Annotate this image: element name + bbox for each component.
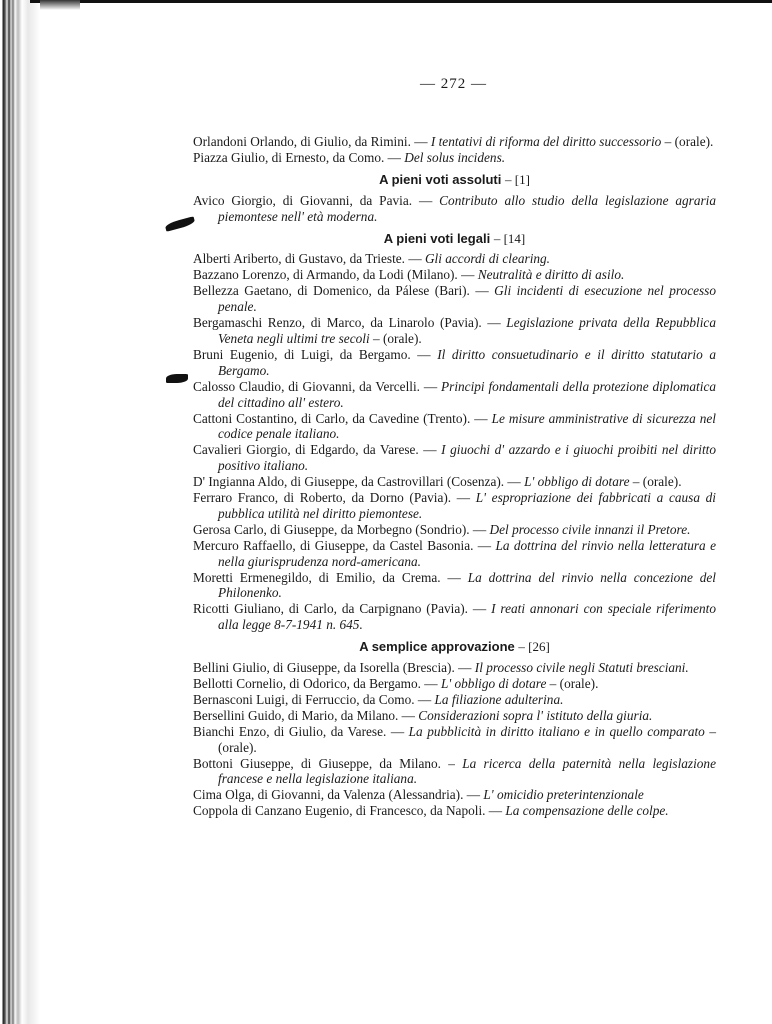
thesis-entry — [193, 676, 716, 692]
page-number: — 272 — — [420, 76, 487, 92]
scan-binding-edge — [0, 0, 40, 1024]
thesis-entry — [193, 150, 716, 166]
thesis-title: La ricerca della paternità nella legislazione francese e nella legislazione italiana. — [218, 755, 716, 787]
thesis-entry — [193, 251, 716, 267]
thesis-title: Le misure amministrative di sicurezza nel codice penale italiano. — [218, 410, 716, 442]
student-name: Moretti Ermenegildo, di Emilio, da Crema. — — [193, 569, 468, 585]
student-name: Calosso Claudio, di Giovanni, da Vercelli. — — [193, 378, 442, 394]
document-body — [193, 134, 716, 819]
section-header — [193, 172, 716, 188]
thesis-title: Considerazioni sopra l' istituto della giuria. — [418, 707, 653, 723]
thesis-entry — [193, 787, 716, 803]
thesis-entry — [193, 411, 716, 443]
student-name: Coppola di Canzano Eugenio, di Francesco, da Napoli. — — [193, 803, 506, 819]
thesis-title: La dottrina del rinvio nella letteratura e nella giurisprudenza nord-americana. — [218, 537, 716, 569]
thesis-title: La dottrina del rinvio nella concezione del Philonenko. — [218, 569, 716, 601]
thesis-title: L' obbligo di dotare — [440, 676, 547, 691]
thesis-title: Del processo civile innanzi il Pretore. — [489, 521, 691, 537]
student-name: Bellotti Cornelio, di Odorico, da Bergamo. — — [193, 676, 441, 691]
thesis-title: Gli incidenti di esecuzione nel processo penale. — [218, 283, 716, 315]
student-name: Bazzano Lorenzo, di Armando, da Lodi (Milano). — — [193, 267, 478, 283]
thesis-entry — [193, 347, 716, 379]
section-count: – [14] — [493, 230, 526, 246]
thesis-entry — [193, 756, 716, 788]
thesis-entry — [193, 474, 716, 490]
section-title: A semplice approvazione — [359, 639, 515, 655]
thesis-title: Il diritto consuetudinario e il diritto statutario a Bergamo. — [218, 346, 716, 378]
student-name: Bianchi Enzo, di Giulio, da Varese. — — [193, 723, 409, 739]
thesis-entry — [193, 442, 716, 474]
thesis-title: Legislazione privata della Repubblica Veneta negli ultimi tre secoli — [218, 315, 716, 346]
ink-arrow-mark-icon — [166, 374, 188, 383]
section-title: A pieni voti assoluti — [379, 171, 502, 187]
thesis-entry — [193, 708, 716, 724]
student-name: Cavalieri Giorgio, di Edgardo, da Varese. — — [193, 442, 442, 458]
thesis-title: Gli accordi di clearing. — [424, 251, 551, 267]
ink-arrow-mark-icon — [164, 216, 195, 231]
thesis-entry — [193, 283, 716, 315]
thesis-title: L' obbligo di dotare — [524, 474, 630, 490]
student-name: Alberti Ariberto, di Gustavo, da Trieste. — — [193, 251, 425, 267]
exam-note: – (orale). — [369, 330, 422, 346]
thesis-entry — [193, 522, 716, 538]
student-name: Bruni Eugenio, di Luigi, da Bergamo. — — [193, 346, 438, 362]
thesis-entry — [193, 315, 716, 347]
thesis-entry — [193, 692, 716, 708]
thesis-title: Il processo civile negli Statuti bresciani. — [474, 660, 689, 676]
thesis-title: Del solus incidens. — [404, 149, 506, 165]
thesis-title: La compensazione delle colpe. — [505, 803, 669, 819]
thesis-entry — [193, 570, 716, 602]
thesis-entry — [193, 724, 716, 756]
exam-note: – (orale). — [546, 676, 599, 691]
thesis-title: La pubblicità in diritto italiano e in quello comparato — [408, 723, 705, 739]
thesis-entry — [193, 379, 716, 411]
student-name: Bersellini Guido, di Mario, da Milano. — — [193, 707, 419, 723]
thesis-title: Neutralità e diritto di asilo. — [477, 267, 625, 283]
section-header — [193, 639, 716, 655]
student-name: Cima Olga, di Giovanni, da Valenza (Alessandria). — — [193, 787, 484, 803]
section-title: A pieni voti legali — [383, 230, 491, 246]
thesis-entry — [193, 134, 716, 150]
section-header — [193, 231, 716, 247]
student-name: Piazza Giulio, di Ernesto, da Como. — — [193, 149, 405, 165]
student-name: Bellini Giulio, di Giuseppe, da Isorella (Brescia). — — [193, 660, 475, 676]
section-count: – [26] — [518, 639, 550, 655]
student-name: Orlandoni Orlando, di Giulio, da Rimini. — — [193, 134, 431, 149]
thesis-title: I reati annonari con speciale riferimento alla legge 8-7-1941 n. 645. — [218, 601, 716, 633]
thesis-entry — [193, 538, 716, 570]
thesis-title: Contributo allo studio della legislazione agraria piemontese nell' età moderna. — [218, 192, 717, 224]
thesis-entry — [193, 601, 716, 633]
thesis-title: La filiazione adulterina. — [434, 691, 564, 707]
exam-note: – (orale). — [629, 474, 682, 490]
scan-top-mark — [40, 0, 80, 10]
student-name: Bottoni Giuseppe, di Giuseppe, da Milano. – — [193, 755, 463, 771]
exam-note: – (orale). — [661, 134, 714, 149]
thesis-title: L' espropriazione dei fabbricati a causa di pubblica utilità nel diritto piemontese. — [218, 490, 716, 521]
student-name: Avico Giorgio, di Giovanni, da Pavia. — — [193, 192, 440, 208]
thesis-title: I giuochi d' azzardo e i giuochi proibiti nel diritto positivo italiano. — [218, 442, 716, 474]
student-name: Bellezza Gaetano, di Domenico, da Pálese (Bari). — — [193, 283, 495, 299]
thesis-entry — [193, 660, 716, 676]
thesis-title: L' omicidio preterintenzionale — [483, 787, 644, 803]
student-name: D' Ingianna Aldo, di Giuseppe, da Castrovillari (Cosenza). — — [193, 474, 525, 490]
thesis-entry — [193, 803, 716, 819]
thesis-title: I tentativi di riforma del diritto successorio — [430, 134, 662, 149]
thesis-entry — [193, 193, 716, 225]
exam-note: – (orale). — [218, 723, 716, 755]
student-name: Bernasconi Luigi, di Ferruccio, da Como. — — [193, 691, 435, 707]
student-name: Ferraro Franco, di Roberto, da Dorno (Pavia). — — [193, 490, 476, 506]
scan-top-border — [30, 0, 772, 3]
section-count: – [1] — [505, 171, 530, 187]
student-name: Cattoni Costantino, di Carlo, da Cavedine (Trento). — — [193, 410, 492, 426]
thesis-entry — [193, 490, 716, 522]
student-name: Bergamaschi Renzo, di Marco, da Linarolo (Pavia). — — [193, 315, 507, 331]
thesis-title: Principi fondamentali della protezione diplomatica del cittadino all' estero. — [218, 378, 716, 410]
thesis-entry — [193, 267, 716, 283]
student-name: Ricotti Giuliano, di Carlo, da Carpignano (Pavia). — — [193, 601, 492, 617]
student-name: Gerosa Carlo, di Giuseppe, da Morbegno (Sondrio). — — [193, 521, 490, 537]
student-name: Mercuro Raffaello, di Giuseppe, da Castel Basonia. — — [193, 537, 496, 553]
